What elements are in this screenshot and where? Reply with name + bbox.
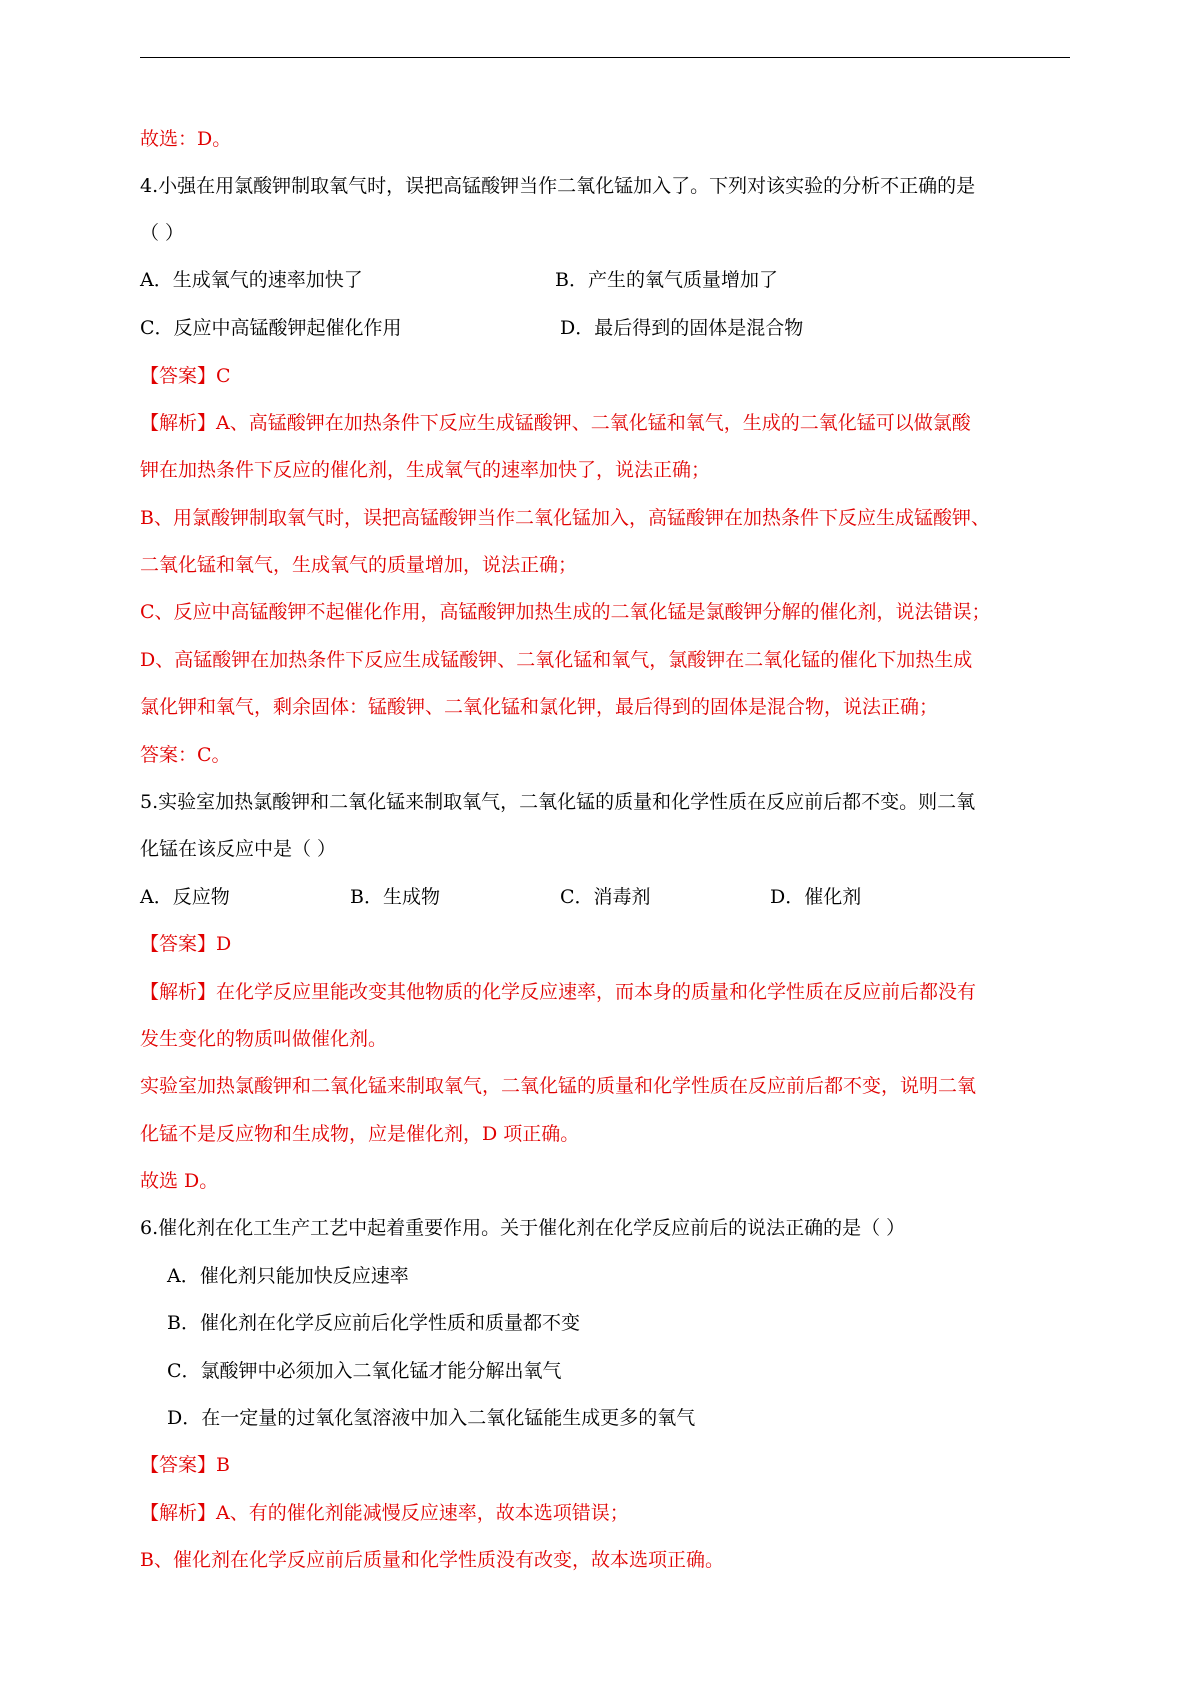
q6-option-c: C．氯酸钾中必须加入二氧化锰才能分解出氧气	[167, 1360, 562, 1382]
q5-option-c: C．消毒剂	[560, 886, 651, 908]
q6-option-d: D．在一定量的过氧化氢溶液中加入二氧化锰能生成更多的氧气	[167, 1407, 696, 1429]
prev-answer-line: 故选：D。	[140, 128, 232, 150]
analysis-text: 在化学反应里能改变其他物质的化学反应速率，而本身的质量和化学性质在反应前后都没有	[216, 981, 977, 1003]
q4-analysis-line-5: C、反应中高锰酸钾不起催化作用，高锰酸钾加热生成的二氧化锰是氯酸钾分解的催化剂，说法错误；	[140, 601, 991, 623]
question-5-stem-cont: 化锰在该反应中是（ ）	[140, 838, 337, 860]
q4-analysis-line-1	[140, 408, 971, 438]
q5-analysis-line-3: 实验室加热氯酸钾和二氧化锰来制取氧气，二氧化锰的质量和化学性质在反应前后都不变，说明二氧	[140, 1075, 977, 1097]
q4-analysis-line-2: 钾在加热条件下反应的催化剂，生成氧气的速率加快了，说法正确；	[140, 459, 711, 481]
question-4-bracket: （ ）	[140, 222, 185, 244]
q4-answer	[140, 361, 231, 391]
answer-tag: 【答案】	[140, 1454, 217, 1476]
analysis-tag: 【解析】	[140, 981, 217, 1003]
q5-analysis-line-2: 发生变化的物质叫做催化剂。	[140, 1028, 388, 1050]
q5-option-a: A．反应物	[140, 886, 230, 908]
answer-tag: 【答案】	[140, 365, 217, 387]
q6-analysis-line-2: B、催化剂在化学反应前后质量和化学性质没有改变，故本选项正确。	[140, 1549, 724, 1571]
q6-option-b: B．催化剂在化学反应前后化学性质和质量都不变	[167, 1312, 580, 1334]
q4-option-a: A．生成氧气的速率加快了	[140, 269, 363, 291]
question-4-stem: 4.小强在用氯酸钾制取氧气时，误把高锰酸钾当作二氧化锰加入了。下列对该实验的分析不正确的是	[140, 175, 976, 197]
q5-analysis-line-1	[140, 977, 976, 1007]
question-5-stem: 5.实验室加热氯酸钾和二氧化锰来制取氧气，二氧化锰的质量和化学性质在反应前后都不变。则二氧	[140, 791, 976, 813]
q6-option-a: A．催化剂只能加快反应速率	[167, 1265, 409, 1287]
q5-option-b: B．生成物	[350, 886, 440, 908]
q4-analysis-line-6: D、高锰酸钾在加热条件下反应生成锰酸钾、二氧化锰和氧气，氯酸钾在二氧化锰的催化下加热生成	[140, 649, 973, 671]
analysis-text: A、有的催化剂能减慢反应速率，故本选项错误；	[216, 1502, 629, 1524]
answer-value: D	[216, 933, 232, 955]
answer-value: C	[216, 365, 231, 387]
q6-analysis-line-1	[140, 1498, 629, 1528]
q4-analysis-line-4: 二氧化锰和氧气，生成氧气的质量增加，说法正确；	[140, 554, 578, 576]
question-6-stem: 6.催化剂在化工生产工艺中起着重要作用。关于催化剂在化学反应前后的说法正确的是（ ）	[140, 1217, 906, 1239]
answer-value: B	[216, 1454, 230, 1476]
q4-option-b: B．产生的氧气质量增加了	[555, 269, 778, 291]
q4-analysis-line-7: 氯化钾和氧气，剩余固体：锰酸钾、二氧化锰和氯化钾，最后得到的固体是混合物，说法正确；	[140, 696, 939, 718]
q4-option-c: C．反应中高锰酸钾起催化作用	[140, 317, 402, 339]
q4-final-answer: 答案：C。	[140, 744, 231, 766]
q6-answer	[140, 1450, 230, 1480]
q4-option-d: D．最后得到的固体是混合物	[560, 317, 804, 339]
analysis-tag: 【解析】	[140, 412, 217, 434]
q5-answer	[140, 929, 231, 959]
analysis-tag: 【解析】	[140, 1502, 217, 1524]
header-rule	[140, 57, 1070, 58]
q5-final-answer: 故选 D。	[140, 1170, 219, 1192]
answer-tag: 【答案】	[140, 933, 217, 955]
q5-analysis-line-4: 化锰不是反应物和生成物，应是催化剂，D 项正确。	[140, 1123, 580, 1145]
q5-option-d: D．催化剂	[770, 886, 862, 908]
q4-analysis-line-3: B、用氯酸钾制取氧气时，误把高锰酸钾当作二氧化锰加入，高锰酸钾在加热条件下反应生成锰酸钾、	[140, 507, 990, 529]
analysis-text: A、高锰酸钾在加热条件下反应生成锰酸钾、二氧化锰和氧气，生成的二氧化锰可以做氯酸	[216, 412, 971, 434]
